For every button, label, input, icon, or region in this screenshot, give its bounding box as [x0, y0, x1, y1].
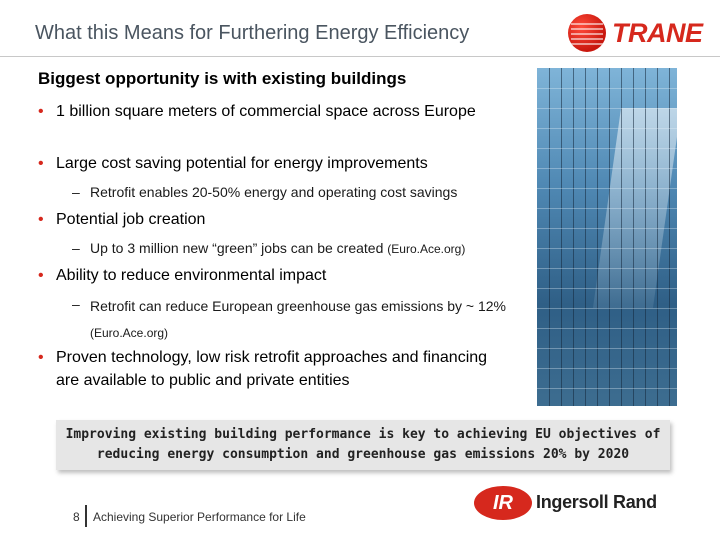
sub-bullet-text: Retrofit enables 20-50% energy and operating cost savings: [90, 184, 458, 200]
bullet-text: Ability to reduce environmental impact: [56, 267, 327, 284]
title-divider: [0, 56, 720, 57]
bullet-text: 1 billion square meters of commercial space across Europe: [56, 103, 476, 120]
bullet-item: [38, 100, 498, 123]
sub-bullet-text: Up to 3 million new “green” jobs can be created: [90, 240, 384, 256]
trane-circle-icon: [568, 14, 606, 52]
sub-bullet-item: [72, 181, 532, 203]
key-message-callout: Improving existing building performance is key to achieving EU objectives of reducing energy consumption and greenhouse gas emissions 20% by 2020: [56, 420, 670, 470]
bullet-item: [38, 152, 518, 175]
source-citation: (Euro.Ace.org): [387, 242, 466, 256]
bullet-text: Proven technology, low risk retrofit approaches and financing are available to public and private entities: [56, 349, 488, 389]
bullet-item: [38, 264, 518, 287]
bullet-item: [38, 346, 498, 392]
ingersoll-rand-logo: [474, 486, 674, 520]
bullet-item: [38, 208, 518, 231]
footer-tagline: Achieving Superior Performance for Life: [93, 510, 306, 524]
bullet-dot-icon: •: [38, 349, 44, 366]
slide-title: What this Means for Furthering Energy Efficiency: [35, 22, 470, 44]
bullet-text: Potential job creation: [56, 211, 206, 228]
sub-bullet-item: [72, 237, 532, 260]
bullet-dot-icon: •: [38, 211, 44, 228]
dash-icon: –: [72, 296, 80, 312]
slide-subtitle: Biggest opportunity is with existing buildings: [38, 69, 407, 88]
bullet-dot-icon: •: [38, 155, 44, 172]
building-photo: [537, 68, 677, 406]
footer-divider: [85, 505, 87, 527]
trane-wordmark: TRANE: [612, 18, 703, 48]
dash-icon: –: [72, 240, 80, 256]
trane-logo: [568, 14, 708, 52]
bullet-text: Large cost saving potential for energy improvements: [56, 155, 428, 172]
bullet-dot-icon: •: [38, 267, 44, 284]
bullet-dot-icon: •: [38, 103, 44, 120]
ir-logo-icon: IR: [474, 486, 532, 520]
ir-wordmark: Ingersoll Rand: [536, 492, 657, 512]
sub-bullet-item: [72, 293, 517, 346]
sub-bullet-text: Retrofit can reduce European greenhouse gas emissions by ~ 12%: [90, 298, 506, 314]
source-citation: (Euro.Ace.org): [90, 326, 169, 340]
page-number: 8: [73, 510, 80, 524]
dash-icon: –: [72, 184, 80, 200]
